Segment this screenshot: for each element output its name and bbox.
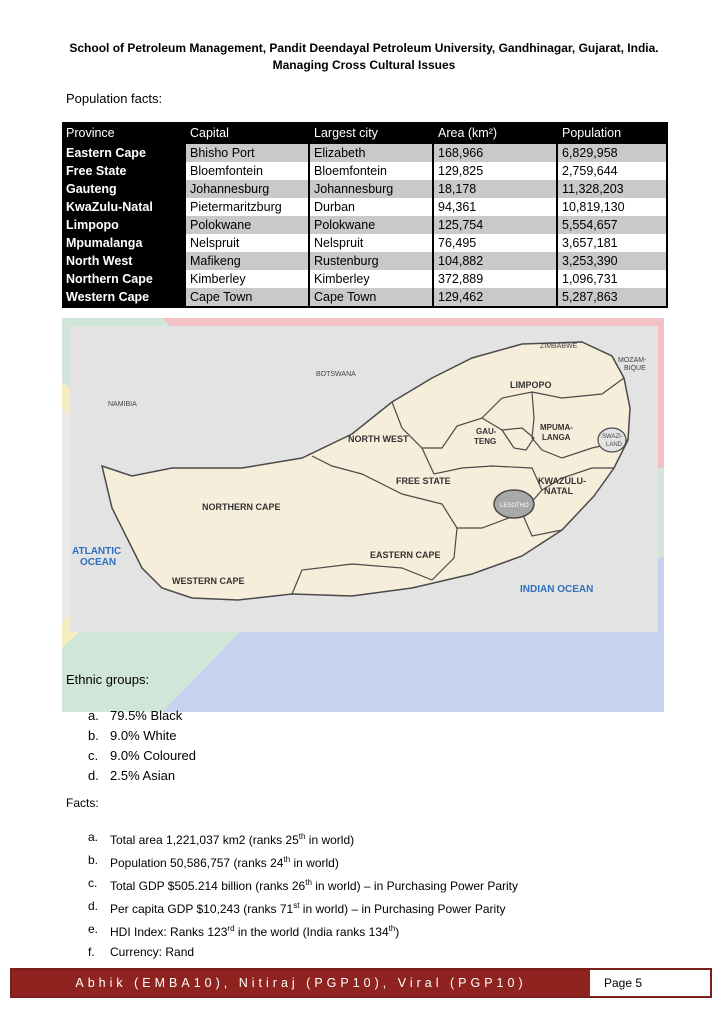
label-mpumalanga-2: LANGA [542,433,571,442]
fact-text-end: ) [395,925,400,939]
label-kwazulu-natal-1: KWAZULU- [538,476,586,486]
fact-text-end: in world) [305,833,355,847]
cell-area: 104,882 [433,252,557,270]
page-footer [10,968,712,998]
list-item [88,873,518,896]
list-item [88,919,518,942]
cell-capital: Mafikeng [185,252,309,270]
fact-text: Total GDP $505.214 billion (ranks 26 [110,879,306,893]
table-row [62,288,667,307]
ethnic-groups-label: Ethnic groups: [66,672,150,687]
cell-population: 11,328,203 [557,180,667,198]
label-north-west: NORTH WEST [348,434,409,444]
cell-largest-city: Johannesburg [309,180,433,198]
cell-province: KwaZulu-Natal [62,198,185,216]
label-eastern-cape: EASTERN CAPE [370,550,441,560]
facts-label: Facts: [66,796,99,810]
cell-area: 18,178 [433,180,557,198]
label-atlantic-1: ATLANTIC [72,546,122,557]
label-namibia: NAMIBIA [108,401,137,408]
cell-province: Northern Cape [62,270,185,288]
province-table [62,122,668,308]
header-province: Province [66,126,115,140]
label-gauteng-2: TENG [474,437,497,446]
label-mozambique-2: BIQUE [624,365,646,372]
cell-population: 3,657,181 [557,234,667,252]
label-lesotho: LESOTHO [500,503,529,509]
cell-capital: Bloemfontein [185,162,309,180]
list-marker: a. [88,708,99,723]
fact-text-mid: in the world (India ranks 134 [234,925,389,939]
course-line: Managing Cross Cultural Issues [272,58,456,72]
fact-superscript: rd [227,924,235,933]
list-marker: d. [88,899,99,913]
cell-population: 2,759,644 [557,162,667,180]
cell-capital: Cape Town [185,288,309,307]
fact-superscript: st [293,901,300,910]
ethnic-groups-list [88,706,196,786]
label-atlantic-2: OCEAN [80,557,117,568]
cell-population: 10,819,130 [557,198,667,216]
cell-capital: Polokwane [185,216,309,234]
ethnic-item-text: 2.5% Asian [110,768,176,783]
list-marker: b. [88,853,99,867]
cell-area: 129,462 [433,288,557,307]
cell-capital: Johannesburg [185,180,309,198]
cell-province: North West [62,252,185,270]
cell-largest-city: Bloemfontein [309,162,433,180]
cell-largest-city: Kimberley [309,270,433,288]
table-row [62,198,667,216]
cell-area: 168,966 [433,144,557,162]
fact-text: Population 50,586,757 (ranks 24 [110,856,284,870]
label-swaziland-1: SWAZI- [602,434,623,440]
table-row [62,180,667,198]
cell-area: 125,754 [433,216,557,234]
list-item [88,896,518,919]
ethnic-item-text: 9.0% Coloured [110,748,196,763]
label-northern-cape: NORTHERN CAPE [202,502,281,512]
table-row [62,162,667,180]
list-item [88,726,196,746]
label-mozambique-1: MOZAM- [618,357,647,364]
list-item [88,827,518,850]
fact-text: Currency: Rand [110,945,195,959]
cell-population: 3,253,390 [557,252,667,270]
list-item [88,850,518,873]
ethnic-item-text: 79.5% Black [110,708,183,723]
cell-population: 5,287,863 [557,288,667,307]
label-zimbabwe: ZIMBABWE [540,343,578,350]
south-africa-province-map [62,318,664,712]
table-row [62,234,667,252]
list-item [88,766,196,786]
table-header-row [62,122,667,144]
footer-authors: Abhik (EMBA10), Nitiraj (PGP10), Viral (PGP10) [12,970,590,996]
header-area: Area (km²) [433,122,557,144]
cell-province: Western Cape [62,288,185,307]
list-item [88,746,196,766]
cell-population: 1,096,731 [557,270,667,288]
label-swaziland-2: LAND [606,442,623,448]
swaziland-shape [598,428,626,452]
header-capital: Capital [185,122,309,144]
fact-text: Total area 1,221,037 km2 (ranks 25 [110,833,299,847]
table-row [62,270,667,288]
fact-text: HDI Index: Ranks 123 [110,925,228,939]
table-row [62,216,667,234]
page-header [0,40,728,74]
header-population: Population [557,122,667,144]
cell-area: 129,825 [433,162,557,180]
cell-province: Limpopo [62,216,185,234]
label-indian-ocean: INDIAN OCEAN [520,584,594,595]
list-marker: d. [88,768,99,783]
cell-population: 6,829,958 [557,144,667,162]
cell-capital: Kimberley [185,270,309,288]
cell-province: Free State [62,162,185,180]
list-marker: a. [88,830,99,844]
list-marker: c. [88,748,99,763]
fact-superscript: th [298,832,306,841]
cell-largest-city: Polokwane [309,216,433,234]
ethnic-item-text: 9.0% White [110,728,177,743]
table-row [62,144,667,162]
list-marker: f. [88,945,95,959]
footer-divider [590,970,592,996]
fact-text-end: in world) – in Purchasing Power Parity [311,879,518,893]
cell-capital: Bhisho Port [185,144,309,162]
label-gauteng-1: GAU- [476,427,497,436]
fact-superscript: th [283,855,291,864]
fact-text-end: in world) – in Purchasing Power Parity [299,902,506,916]
cell-largest-city: Durban [309,198,433,216]
list-marker: c. [88,876,98,890]
list-item [88,706,196,726]
cell-largest-city: Cape Town [309,288,433,307]
population-facts-label: Population facts: [66,91,163,106]
cell-population: 5,554,657 [557,216,667,234]
cell-capital: Pietermaritzburg [185,198,309,216]
page-number: Page 5 [604,976,643,990]
institution-line: School of Petroleum Management, Pandit Deendayal Petroleum University, Gandhinagar, Gujarat, India. [69,41,659,55]
cell-largest-city: Nelspruit [309,234,433,252]
list-item [88,942,518,962]
cell-capital: Nelspruit [185,234,309,252]
cell-area: 76,495 [433,234,557,252]
label-western-cape: WESTERN CAPE [172,576,245,586]
list-marker: b. [88,728,99,743]
cell-largest-city: Elizabeth [309,144,433,162]
cell-province: Eastern Cape [62,144,185,162]
label-mpumalanga-1: MPUMA- [540,423,573,432]
cell-area: 372,889 [433,270,557,288]
table-row [62,252,667,270]
fact-superscript-2: th [388,924,396,933]
label-free-state: FREE STATE [396,476,451,486]
header-largest-city: Largest city [309,122,433,144]
label-botswana: BOTSWANA [316,371,356,378]
cell-province: Mpumalanga [62,234,185,252]
label-limpopo: LIMPOPO [510,380,552,390]
cell-province: Gauteng [62,180,185,198]
fact-text-end: in world) [290,856,339,870]
fact-text: Per capita GDP $10,243 (ranks 71 [110,902,294,916]
fact-superscript: th [305,878,312,887]
label-kwazulu-natal-2: NATAL [544,486,574,496]
cell-area: 94,361 [433,198,557,216]
cell-largest-city: Rustenburg [309,252,433,270]
facts-list [88,827,518,962]
map-svg [62,318,664,712]
list-marker: e. [88,922,99,936]
